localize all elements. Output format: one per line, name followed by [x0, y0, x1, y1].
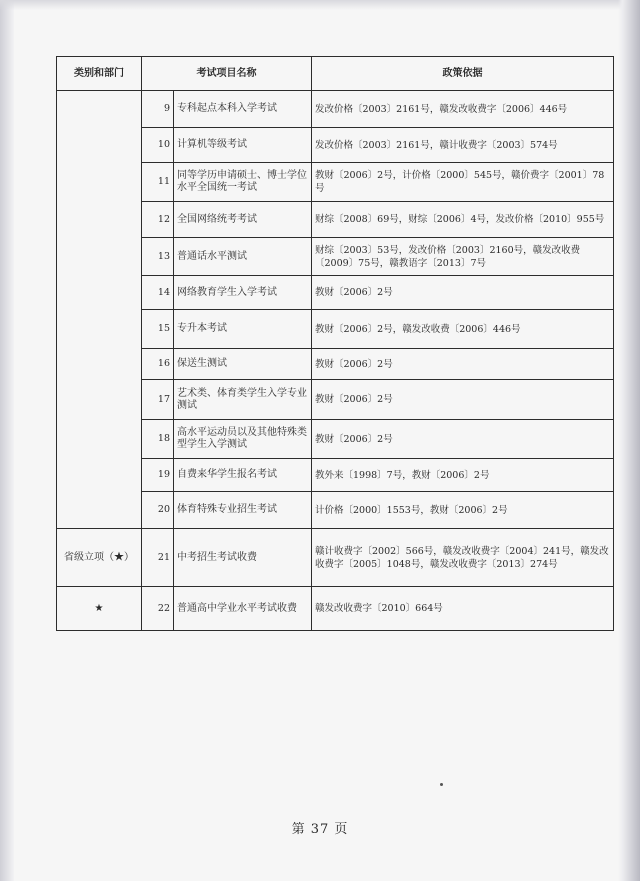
header-exam-name: 考试项目名称	[142, 57, 312, 91]
row-number: 16	[142, 349, 174, 380]
row-number: 10	[142, 128, 174, 163]
row-number: 14	[142, 276, 174, 310]
policy-basis-cell: 教财〔2006〕2号	[312, 349, 614, 380]
policy-basis-cell: 教外来〔1998〕7号，教财〔2006〕2号	[312, 459, 614, 492]
table-row	[57, 529, 614, 587]
exam-name-cell: 全国网络统考考试	[174, 202, 312, 238]
exam-name-cell: 网络教育学生入学考试	[174, 276, 312, 310]
row-number: 12	[142, 202, 174, 238]
scan-shadow-right	[618, 0, 640, 881]
policy-basis-cell: 赣发改收费字〔2010〕664号	[312, 587, 614, 631]
policy-basis-cell: 教财〔2006〕2号	[312, 420, 614, 459]
row-number: 22	[142, 587, 174, 631]
policy-basis-cell: 财综〔2008〕69号，财综〔2006〕4号，发改价格〔2010〕955号	[312, 202, 614, 238]
policy-basis-cell: 教财〔2006〕2号	[312, 276, 614, 310]
policy-basis-cell: 教财〔2006〕2号，赣发改收费〔2006〕446号	[312, 310, 614, 349]
scan-shadow-top	[0, 0, 640, 10]
category-cell-provincial: 省级立项（★）	[57, 529, 142, 587]
row-number: 18	[142, 420, 174, 459]
policy-basis-cell: 财综〔2003〕53号，发改价格〔2003〕2160号，赣发改收费〔2009〕75号，赣教语字〔2013〕7号	[312, 238, 614, 276]
row-number: 9	[142, 91, 174, 128]
row-number: 13	[142, 238, 174, 276]
page-number: 第 37 页	[291, 822, 349, 837]
policy-basis-cell: 教财〔2006〕2号	[312, 380, 614, 420]
exam-name-cell: 体育特殊专业招生考试	[174, 492, 312, 529]
exam-name-cell: 同等学历申请硕士、博士学位水平全国统一考试	[174, 163, 312, 202]
row-number: 21	[142, 529, 174, 587]
exam-name-cell: 计算机等级考试	[174, 128, 312, 163]
star-category-cell: ★	[57, 587, 142, 631]
row-number: 17	[142, 380, 174, 420]
exam-name-cell: 中考招生考试收费	[174, 529, 312, 587]
exam-name-cell: 专升本考试	[174, 310, 312, 349]
row-number: 15	[142, 310, 174, 349]
policy-basis-cell: 计价格〔2000〕1553号，教财〔2006〕2号	[312, 492, 614, 529]
policy-basis-cell: 赣计收费字〔2002〕566号，赣发改收费字〔2004〕241号，赣发改收费字〔2005〕1048号，赣发改收费字〔2013〕274号	[312, 529, 614, 587]
exam-name-cell: 普通高中学业水平考试收费	[174, 587, 312, 631]
policy-basis-cell: 教财〔2006〕2号，计价格〔2000〕545号，赣价费字〔2001〕78号	[312, 163, 614, 202]
policy-basis-cell: 发改价格〔2003〕2161号，赣计收费字〔2003〕574号	[312, 128, 614, 163]
row-number: 19	[142, 459, 174, 492]
policy-basis-cell: 发改价格〔2003〕2161号，赣发改收费字〔2006〕446号	[312, 91, 614, 128]
category-cell-blank	[57, 91, 142, 529]
exam-name-cell: 艺术类、体育类学生入学专业测试	[174, 380, 312, 420]
row-number: 11	[142, 163, 174, 202]
exam-name-cell: 高水平运动员以及其他特殊类型学生入学测试	[174, 420, 312, 459]
scan-speck	[440, 783, 443, 786]
table-row	[57, 587, 614, 631]
table-header-row	[57, 57, 614, 91]
exam-name-cell: 自费来华学生报名考试	[174, 459, 312, 492]
header-policy-basis: 政策依据	[312, 57, 614, 91]
exam-name-cell: 普通话水平测试	[174, 238, 312, 276]
table-row	[57, 91, 614, 128]
exam-name-cell: 专科起点本科入学考试	[174, 91, 312, 128]
scan-shadow-left	[0, 0, 14, 881]
exam-name-cell: 保送生测试	[174, 349, 312, 380]
header-category: 类别和部门	[57, 57, 142, 91]
row-number: 20	[142, 492, 174, 529]
exam-fee-table	[56, 56, 614, 631]
